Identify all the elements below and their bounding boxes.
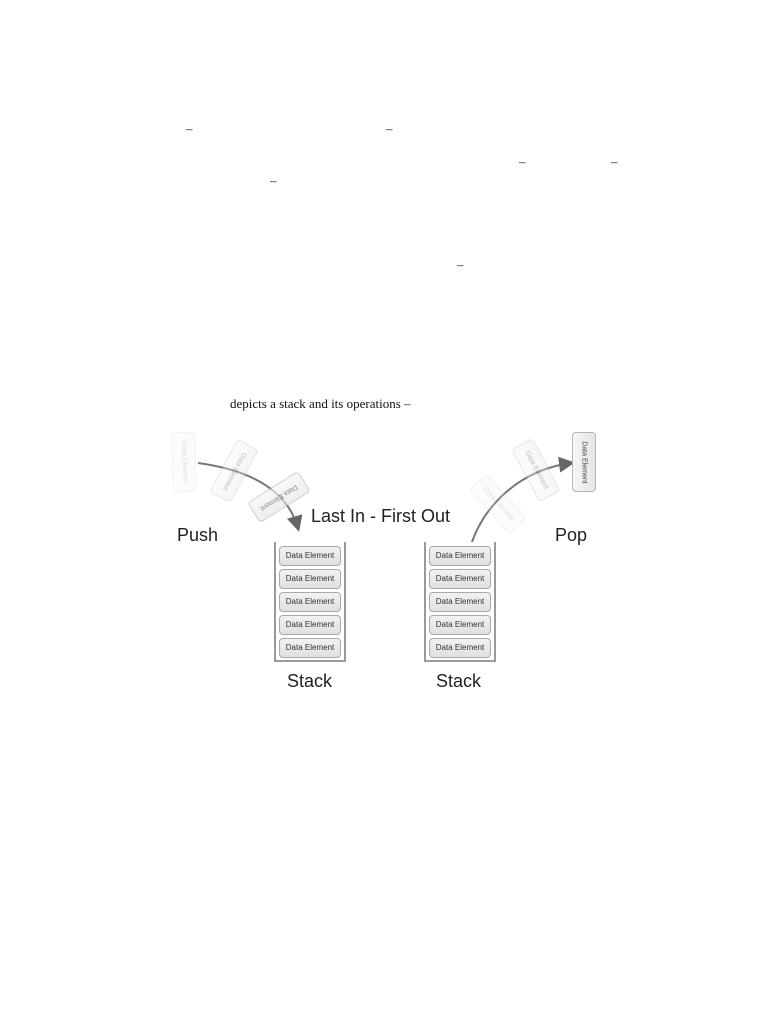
right-stack-items: [429, 546, 491, 658]
lifo-title: Last In - First Out: [311, 506, 451, 526]
push-floating-element-3: Data Element: [247, 471, 311, 523]
right-stack-data-element-1: Data Element: [429, 546, 491, 566]
left-stack-data-element-1: Data Element: [279, 546, 341, 566]
separator-dash-4: –: [611, 154, 618, 169]
left-stack-data-element-5: Data Element: [279, 638, 341, 658]
right-stack-data-element-5: Data Element: [429, 638, 491, 658]
left-stack-label: Stack: [287, 671, 333, 691]
right-stack-label: Stack: [436, 671, 482, 691]
right-stack-data-element-4: Data Element: [429, 615, 491, 635]
pop-floating-element-1: Data Element: [469, 474, 527, 535]
separator-dash-2: –: [386, 121, 393, 136]
left-stack-data-element-4: Data Element: [279, 615, 341, 635]
pop-floating-element-2: Data Element: [511, 438, 560, 502]
right-stack-data-element-3: Data Element: [429, 592, 491, 612]
separator-dash-5: –: [270, 173, 277, 188]
separator-dash-1: –: [186, 121, 193, 136]
right-stack-container: [424, 542, 496, 662]
push-floating-element-2: Data Element: [209, 439, 258, 503]
push-label: Push: [177, 525, 219, 545]
separator-dash-3: –: [519, 154, 526, 169]
left-stack-container: [274, 542, 346, 662]
separator-dash-6: –: [457, 257, 464, 272]
pop-label: Pop: [555, 525, 588, 545]
pop-floating-element-3: Data Element: [572, 432, 596, 492]
right-stack-data-element-2: Data Element: [429, 569, 491, 589]
left-stack-data-element-3: Data Element: [279, 592, 341, 612]
figure-caption: depicts a stack and its operations –: [230, 396, 411, 411]
left-stack-items: [279, 546, 341, 658]
push-floating-element-1: Data Element: [171, 432, 197, 493]
left-stack-data-element-2: Data Element: [279, 569, 341, 589]
